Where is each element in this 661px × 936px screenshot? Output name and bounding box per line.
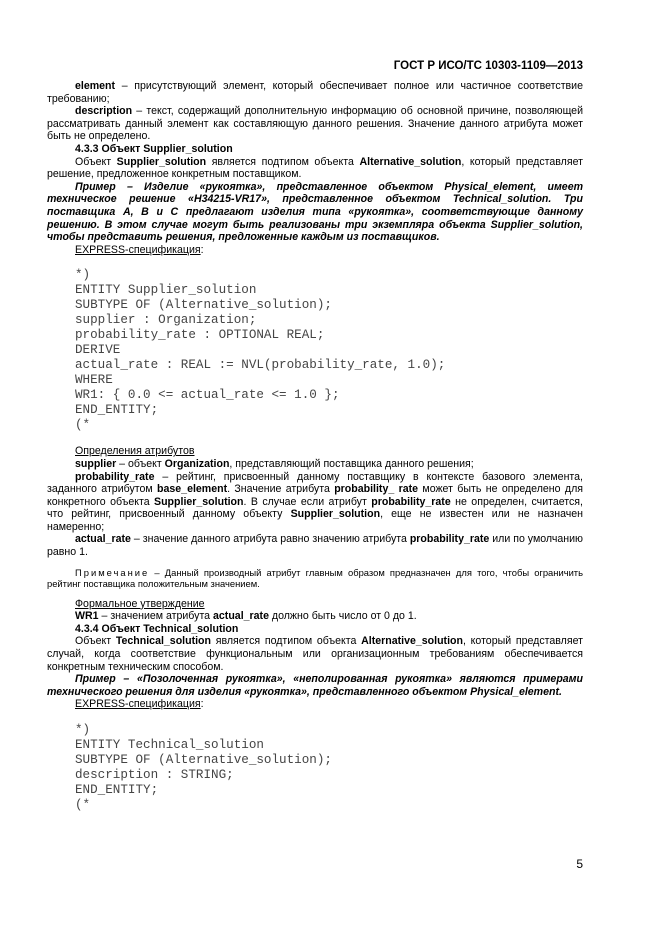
- document-header: ГОСТ Р ИСО/ТС 10303-1109—2013: [393, 60, 583, 72]
- note: Примечание – Данный производный атрибут главным образом предназначен для того, чтобы ограничить рейтинг поставщика положительным значением.: [47, 566, 583, 590]
- paragraph-technical-solution: Объект Technical_solution является подтипом объекта Alternative_solution, который представляет случай, когда соответствие функциональным или организационным требованиям обеспечивается конкретным техническим способом.: [47, 635, 583, 673]
- formal-statement-label: Формальное утверждение: [75, 597, 205, 610]
- express-code-2: *) ENTITY Technical_solution SUBTYPE OF (Alternative_solution); description : STRING; END_ENTITY; (*: [75, 723, 332, 812]
- attr-actual-rate: actual_rate – значение данного атрибута равно значению атрибута probability_rate или по умолчанию равно 1.: [47, 533, 583, 559]
- express-spec-label-1: EXPRESS-спецификация:: [75, 243, 204, 256]
- attribute-definitions-label: Определения атрибутов: [75, 445, 195, 458]
- paragraph-description: description – текст, содержащий дополнительную информацию об основной причине, позволяющей рассматривать данный элемент как составляющую данного решения. Значение данного атрибута может быть не определено.: [47, 105, 583, 143]
- express-spec-label-2: EXPRESS-спецификация:: [75, 698, 204, 711]
- document-page: [47, 0, 583, 936]
- paragraph-element: element – присутствующий элемент, который обеспечивает полное или частичное соответствие требованию;: [47, 80, 583, 105]
- wr1-statement: WR1 – значением атрибута actual_rate должно быть число от 0 до 1.: [75, 610, 417, 623]
- page-number: 5: [576, 857, 583, 871]
- paragraph-supplier-solution: Объект Supplier_solution является подтипом объекта Alternative_solution, который представляет решение, предложенное конкретным поставщиком.: [47, 155, 583, 181]
- example-1: Пример – Изделие «рукоятка», представленное объектом Physical_element, имеет техническое решение «H34215-VR17», представленное объектом Technical_solution. Три поставщика A, B и C предлагают изделия типа «рукоятка», соответствующие данному решению. В этом случае могут быть реализованы три экземпляра объекта Supplier_solution, чтобы представить решения, предложенные каждым из поставщиков.: [47, 180, 583, 244]
- section-heading-434: 4.3.4 Объект Technical_solution: [75, 622, 239, 635]
- attr-probability-rate: probability_rate – рейтинг, присвоенный данному поставщику в контексте базового элемента, заданного атрибутом base_element. Значение атрибута probability_ rate может быть не определено для конкретного объекта Supplier_solution. В случае если атрибут probability_rate не определен, считается, что рейтинг, присвоенный данному объекту Supplier_solution, еще не известен или не назначен намеренно;: [47, 470, 583, 533]
- document-body: [47, 80, 583, 813]
- example-2: Пример – «Позолоченная рукоятка», «неполированная рукоятка» являются примерами технического решения для изделия «рукоятка», представленного объектом Physical_element.: [47, 673, 583, 698]
- express-code-1: *) ENTITY Supplier_solution SUBTYPE OF (Alternative_solution); supplier : Organization; probability_rate : OPTIONAL REAL; DERIVE actual_rate : REAL := NVL(probability_rate, 1.0); WHERE WR1: { 0.0 <= actual_rate <= 1.0 }; END_ENTITY; (*: [75, 268, 446, 433]
- section-heading-433: 4.3.3 Объект Supplier_solution: [75, 142, 233, 155]
- attr-supplier: supplier – объект Organization, представляющий поставщика данного решения;: [75, 457, 474, 470]
